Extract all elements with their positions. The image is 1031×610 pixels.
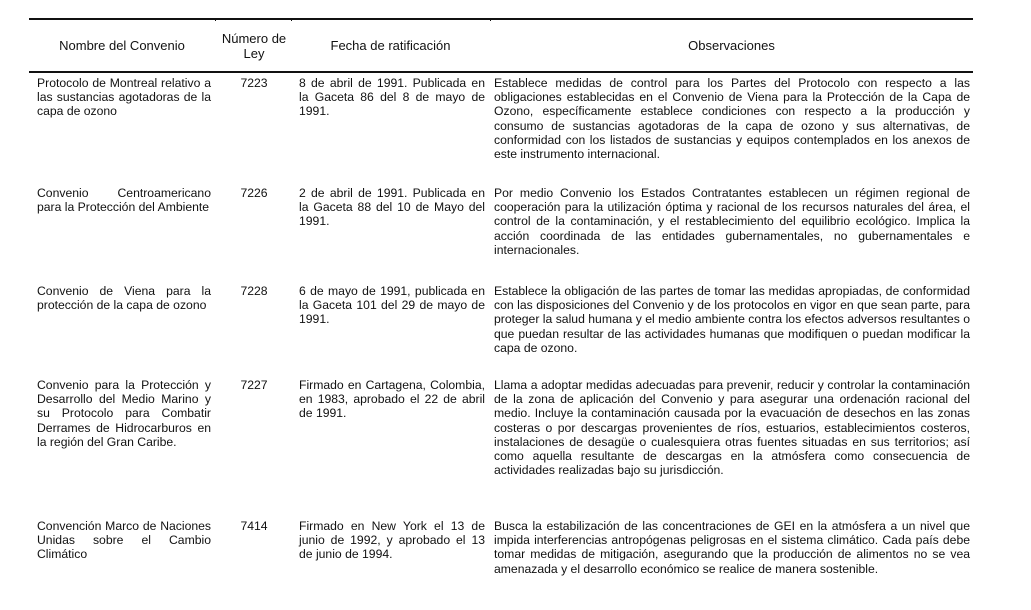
cell-law-number: 7223 <box>240 76 268 90</box>
cell-ratification-date: 6 de mayo de 1991, publicada en la Gaceta 101 del 29 de mayo de 1991. <box>299 284 485 327</box>
cell-law-number: 7227 <box>240 378 268 392</box>
cell-observations: Llama a adoptar medidas adecuadas para prevenir, reducir y controlar la contaminación de la zona de aplicación del Convenio y para asegurar una ordenación racional del medio. Incluye la contaminación causada por la evacuación de desechos en las zonas costeras o por descargas provenientes de ríos, estuarios, establecimientos costeros, instalaciones de desagüe o cualesquiera otras fuentes situadas en sus territorios; así como aquella resultante de descargas en la atmósfera como consecuencia de actividades realizadas bajo su jurisdicción. <box>494 378 970 478</box>
cell-observations: Establece la obligación de las partes de tomar las medidas apropiadas, de conformidad con las disposiciones del Convenio y de los protocolos en vigor en que sean parte, para proteger la salud humana y el medio ambiente contra los efectos adversos resultantes o que puedan resultar de las actividades humanas que modifiquen o puedan modificar la capa de ozono. <box>494 284 970 355</box>
cell-law-number: 7226 <box>240 186 268 200</box>
cell-ratification-date: Firmado en Cartagena, Colombia, en 1983, aprobado el 22 de abril de 1991. <box>299 378 485 421</box>
cell-convention-name: Convenio de Viena para la protección de la capa de ozono <box>37 284 211 313</box>
cell-observations: Busca la estabilización de las concentraciones de GEI en la atmósfera a un nivel que impida interferencias antropógenas peligrosas en el sistema climático. Cada país debe tomar medidas de mitigación, asegurando que la producción de alimentos no se vea amenazada y el desarrollo económico se realice de manera sostenible. <box>494 519 970 576</box>
convention-table <box>29 18 973 576</box>
cell-law-number: 7228 <box>240 284 268 298</box>
cell-law-number: 7414 <box>240 519 268 533</box>
column-divider-mark <box>215 18 216 21</box>
cell-observations: Por medio Convenio los Estados Contratantes establecen un régimen regional de cooperación para la utilización óptima y racional de los recursos naturales del área, el control de la contaminación, y el restablecimiento del equilibrio ecológico. Implica la acción coordinada de las entidades gubernamentales, no gubernamentales e internacionales. <box>494 186 970 257</box>
cell-observations: Establece medidas de control para los Partes del Protocolo con respecto a las obligaciones establecidas en el Convenio de Viena para la Protección de la Capa de Ozono, específicamente establece condiciones con respecto a la producción y consumo de sustancias agotadoras de la capa de ozono y sus alternativas, de conformidad con los listados de sustancias y equipos contemplados en los anexos de este instrumento internacional. <box>494 76 970 162</box>
cell-ratification-date: Firmado en New York el 13 de junio de 1992, y aprobado el 13 de junio de 1994. <box>299 519 485 562</box>
cell-convention-name: Convenio Centroamericano para la Protección del Ambiente <box>37 186 211 215</box>
cell-convention-name: Convención Marco de Naciones Unidas sobre el Cambio Climático <box>37 519 211 562</box>
table-header <box>29 18 973 73</box>
header-ratification-date: Fecha de ratificación <box>330 38 451 53</box>
header-observations: Observaciones <box>688 38 775 53</box>
header-law-number: Número de Ley <box>221 30 287 61</box>
cell-convention-name: Convenio para la Protección y Desarrollo del Medio Marino y su Protocolo para Combatir Derrames de Hidrocarburos en la región del Gran Caribe. <box>37 378 211 449</box>
cell-ratification-date: 8 de abril de 1991. Publicada en la Gaceta 86 del 8 de mayo de 1991. <box>299 76 485 119</box>
cell-convention-name: Protocolo de Montreal relativo a las sustancias agotadoras de la capa de ozono <box>37 76 211 119</box>
header-name: Nombre del Convenio <box>59 38 185 53</box>
cell-ratification-date: 2 de abril de 1991. Publicada en la Gaceta 88 del 10 de Mayo del 1991. <box>299 186 485 229</box>
